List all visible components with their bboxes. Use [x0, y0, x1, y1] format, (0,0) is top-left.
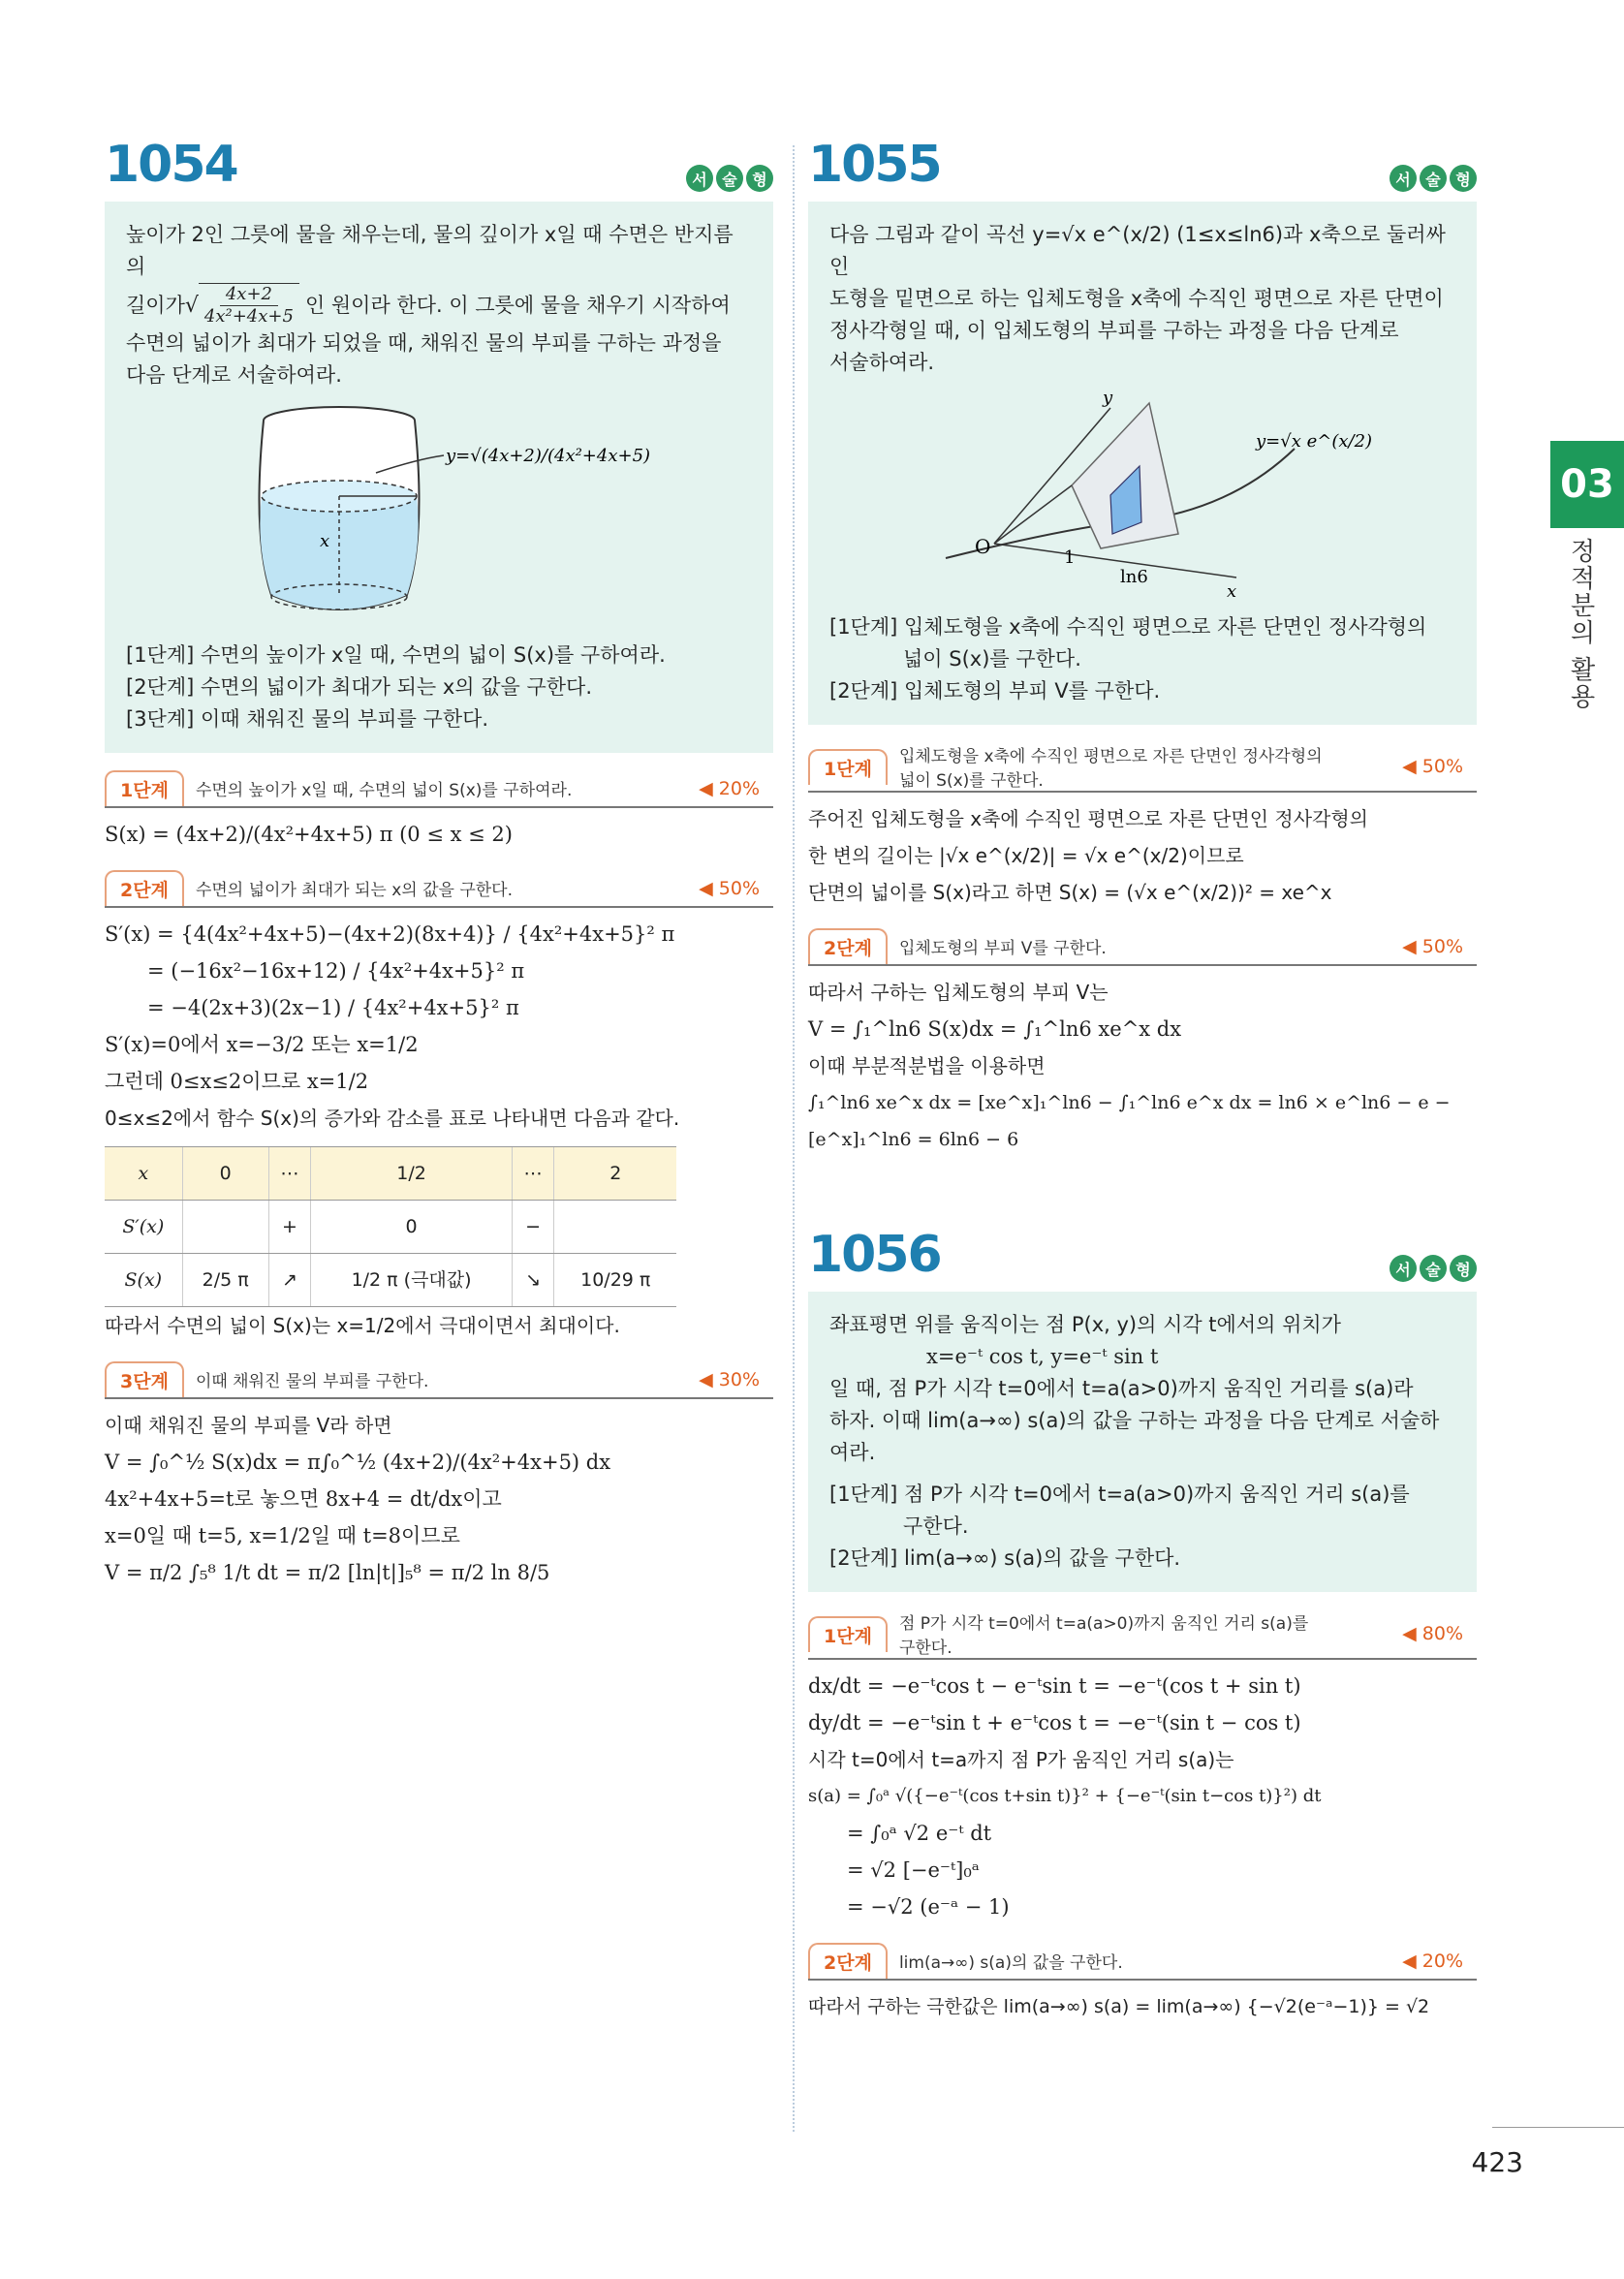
- badge-char: 술: [716, 165, 743, 192]
- step-item: 넓이 S(x)를 구한다.: [903, 647, 1081, 671]
- badge-char: 형: [746, 165, 773, 192]
- answer-line: = √2 [−e⁻ᵗ]₀ᵃ: [847, 1858, 980, 1882]
- step-tag: 2단계: [808, 1943, 888, 1979]
- answer-line: ∫₁^ln6 xe^x dx = [xe^x]₁^ln6 − ∫₁^ln6 e^x dx = ln6 × e^ln6 − e − [e^x]₁^ln6 = 6ln6 − 6: [808, 1092, 1451, 1150]
- answer-line: 주어진 입체도형을 x축에 수직인 평면으로 자른 단면인 정사각형의: [808, 807, 1368, 830]
- answer-line: 따라서 구하는 극한값은 lim(a→∞) s(a) = lim(a→∞) {−√2(e⁻ᵃ−1)} = √2: [808, 1996, 1430, 2017]
- table-cell: ⋯: [268, 1147, 311, 1201]
- table-cell: x: [105, 1147, 182, 1201]
- descriptive-badge: [686, 165, 773, 192]
- problem-number: 1056: [808, 1226, 941, 1284]
- question-line: 도형을 밑면으로 하는 입체도형을 x축에 수직인 평면으로 자른 단면이: [829, 287, 1444, 310]
- step-header-1: [105, 770, 773, 808]
- question-line: 높이가 2인 그릇에 물을 채우는데, 물의 깊이가 x일 때 수면은 반지름의: [126, 223, 734, 278]
- answer-line: 따라서 수면의 넓이 S(x)는 x=1/2에서 극대이면서 최대이다.: [105, 1314, 620, 1337]
- chapter-title: 정적분의 활용: [1566, 538, 1595, 711]
- badge-char: 형: [1450, 165, 1477, 192]
- table-cell: S′(x): [105, 1201, 182, 1254]
- step-desc: [899, 742, 1402, 791]
- answer-line: 4x²+4x+5=t로 놓으면 8x+4 = dt/dx이고: [105, 1487, 502, 1511]
- answer-line: V = ∫₁^ln6 S(x)dx = ∫₁^ln6 xe^x dx: [808, 1017, 1182, 1041]
- step-desc-line: 입체도형을 x축에 수직인 평면으로 자른 단면인 정사각형의: [898, 747, 1323, 766]
- answer-1: [808, 800, 1477, 911]
- table-cell: [182, 1201, 268, 1254]
- step-tag: 1단계: [808, 1616, 888, 1652]
- answer-line: V = ∫₀^½ S(x)dx = π∫₀^½ (4x+2)/(4x²+4x+5) dx: [105, 1451, 611, 1474]
- answer-line: S′(x)=0에서 x=−3/2 또는 x=1/2: [105, 1033, 419, 1056]
- step-tag: 1단계: [105, 770, 184, 806]
- page-number: 423: [1471, 2146, 1523, 2178]
- step-desc: lim(a→∞) s(a)의 값을 구한다.: [898, 1953, 1123, 1973]
- answer-line: 시각 t=0에서 t=a까지 점 P가 움직인 거리 s(a)는: [808, 1748, 1234, 1771]
- solid-diagram: [829, 379, 1450, 602]
- table-cell: S(x): [105, 1254, 182, 1307]
- fig-one: 1: [1064, 547, 1076, 568]
- badge-char: 술: [1420, 1255, 1447, 1282]
- table-cell: [554, 1201, 676, 1254]
- answer-2: [105, 916, 773, 1344]
- answer-line: 한 변의 길이는 |√x e^(x/2)| = √x e^(x/2)이므로: [808, 844, 1244, 867]
- step-desc-line: 점 P가 시각 t=0에서 t=a(a>0)까지 움직인 거리 s(a)를: [898, 1614, 1309, 1634]
- fig-ln6: ln6: [1120, 567, 1148, 587]
- table-cell: 0: [182, 1147, 268, 1201]
- question-line: 다음 그림과 같이 곡선 y=√x e^(x/2) (1≤x≤ln6)과 x축으로 둘러싸인: [829, 223, 1446, 278]
- table-cell: 2/5 π: [182, 1254, 268, 1307]
- step-header-3: [105, 1361, 773, 1399]
- step-tag: 2단계: [808, 928, 888, 964]
- step-item: [3단계] 이때 채워진 물의 부피를 구한다.: [126, 707, 489, 731]
- footer-rule: [1492, 2127, 1624, 2128]
- table-cell: 0: [311, 1201, 512, 1254]
- step-list: [829, 611, 1455, 707]
- answer-line: V = π/2 ∫₅⁸ 1/t dt = π/2 [ln|t|]₅⁸ = π/2 ln 8/5: [105, 1561, 550, 1584]
- question-line: 하자. 이때 lim(a→∞) s(a)의 값을 구하는 과정을 다음 단계로 서술하여라.: [829, 1409, 1440, 1464]
- question-line: x=e⁻ᵗ cos t, y=e⁻ᵗ sin t: [926, 1345, 1159, 1368]
- step-item: [2단계] 입체도형의 부피 V를 구한다.: [829, 679, 1161, 702]
- step-desc-line: 구한다.: [898, 1639, 953, 1658]
- step-tag: 2단계: [105, 870, 184, 906]
- step-list: [126, 640, 752, 735]
- table-cell: +: [268, 1201, 311, 1254]
- answer-line: 이때 채워진 물의 부피를 V라 하면: [105, 1414, 392, 1437]
- step-percent: ◀ 50%: [699, 877, 760, 899]
- answer-line: = (−16x²−16x+12) / {4x²+4x+5}² π: [147, 959, 525, 983]
- fig-curve-label: y=√x e^(x/2): [1256, 431, 1373, 452]
- descriptive-badge: [1390, 165, 1477, 192]
- question-line: 정사각형일 때, 이 입체도형의 부피를 구하는 과정을 다음 단계로: [829, 319, 1399, 342]
- table-cell: 1/2 π (극대값): [311, 1254, 512, 1307]
- step-desc: 이때 채워진 물의 부피를 구한다.: [195, 1372, 429, 1391]
- badge-char: 형: [1450, 1255, 1477, 1282]
- step-list: [829, 1479, 1455, 1575]
- answer-line: = −4(2x+3)(2x−1) / {4x²+4x+5}² π: [147, 996, 519, 1019]
- answer-line: = ∫₀ᵃ √2 e⁻ᵗ dt: [847, 1822, 992, 1845]
- answer-line: 그런데 0≤x≤2이므로 x=1/2: [105, 1070, 369, 1093]
- table-cell: ↘: [512, 1254, 554, 1307]
- problem-number: 1054: [105, 136, 237, 194]
- fig-curve-label: y=√(4x+2)/(4x²+4x+5): [446, 446, 651, 466]
- answer-line: x=0일 때 t=5, x=1/2일 때 t=8이므로: [105, 1524, 460, 1547]
- fraction-numerator: 4x+2: [220, 284, 278, 306]
- fig-y: y: [1103, 388, 1113, 408]
- question-box: [808, 1292, 1477, 1592]
- fraction: [199, 283, 299, 328]
- step-percent: ◀ 20%: [699, 777, 760, 799]
- step-item: [1단계] 점 P가 시각 t=0에서 t=a(a>0)까지 움직인 거리 s(a)를: [829, 1483, 1410, 1506]
- answer-line: dx/dt = −e⁻ᵗcos t − e⁻ᵗsin t = −e⁻ᵗ(cos t + sin t): [808, 1674, 1301, 1698]
- text: 인 원이라 한다. 이 그릇에 물을 채우기 시작하여: [304, 293, 731, 317]
- table-cell: −: [512, 1201, 554, 1254]
- problem-1054: [105, 136, 773, 1591]
- answer-line: 단면의 넓이를 S(x)라고 하면 S(x) = (√x e^(x/2))² = xe^x: [808, 881, 1332, 904]
- answer-1: [808, 1668, 1477, 1925]
- problem-1056: [808, 1226, 1477, 1284]
- answer-1: [105, 816, 773, 853]
- answer-line: 0≤x≤2에서 함수 S(x)의 증가와 감소를 표로 나타내면 다음과 같다.: [105, 1107, 680, 1130]
- answer-line: dy/dt = −e⁻ᵗsin t + e⁻ᵗcos t = −e⁻ᵗ(sin t − cos t): [808, 1711, 1301, 1734]
- step-item: 구한다.: [903, 1514, 969, 1538]
- answer-3: [105, 1407, 773, 1591]
- question-line: 길이가 √ $\frac{4x+2}{\text{4x²+4x+5}}$ 인 원이라 한다. 이 그릇에 물을 채우기 시작하여: [126, 284, 731, 327]
- fraction-denominator: 4x²+4x+5: [203, 306, 294, 327]
- fig-x: x: [1227, 581, 1237, 602]
- answer-line: = −√2 (e⁻ᵃ − 1): [847, 1895, 1010, 1919]
- question-line: 수면의 넓이가 최대가 되었을 때, 채워진 물의 부피를 구하는 과정을: [126, 331, 722, 355]
- descriptive-badge: [1390, 1255, 1477, 1282]
- step-item: [2단계] 수면의 넓이가 최대가 되는 x의 값을 구한다.: [126, 675, 593, 699]
- variation-table: [105, 1146, 676, 1307]
- table-cell: ↗: [268, 1254, 311, 1307]
- step-percent: ◀ 50%: [1402, 935, 1463, 957]
- question-line: 서술하여라.: [829, 351, 935, 374]
- step-desc: 수면의 넓이가 최대가 되는 x의 값을 구한다.: [195, 881, 513, 900]
- step-header-1: [808, 742, 1477, 793]
- table-cell: 10/29 π: [554, 1254, 676, 1307]
- badge-char: 서: [686, 165, 713, 192]
- step-header-2: [808, 1943, 1477, 1981]
- question-box: [105, 202, 773, 753]
- answer-line: 이때 부분적분법을 이용하면: [808, 1054, 1046, 1077]
- step-percent: ◀ 80%: [1402, 1623, 1463, 1644]
- answer-line: s(a) = ∫₀ᵃ √({−e⁻ᵗ(cos t+sin t)}² + {−e⁻ᵗ(sin t−cos t)}²) dt: [808, 1786, 1322, 1806]
- answer-2: [808, 1988, 1477, 2025]
- step-percent: ◀ 30%: [699, 1368, 760, 1390]
- table-cell: ⋯: [512, 1147, 554, 1201]
- step-item: [1단계] 수면의 높이가 x일 때, 수면의 넓이 S(x)를 구하여라.: [126, 643, 666, 667]
- badge-char: 술: [1420, 165, 1447, 192]
- step-percent: ◀ 50%: [1402, 756, 1463, 777]
- step-percent: ◀ 20%: [1402, 1950, 1463, 1972]
- step-desc-line: 넓이 S(x)를 구한다.: [898, 771, 1044, 791]
- column-divider: [793, 145, 795, 2132]
- step-tag: 1단계: [808, 749, 888, 785]
- answer-line: S(x) = (4x+2)/(4x²+4x+5) π (0 ≤ x ≤ 2): [105, 823, 513, 846]
- badge-char: 서: [1390, 165, 1417, 192]
- question-line: 일 때, 점 P가 시각 t=0에서 t=a(a>0)까지 움직인 거리를 s(a)라: [829, 1377, 1414, 1400]
- table-cell: 2: [554, 1147, 676, 1201]
- step-desc: 수면의 높이가 x일 때, 수면의 넓이 S(x)를 구하여라.: [195, 781, 573, 800]
- text: 길이가: [126, 293, 185, 317]
- question-line: 다음 단계로 서술하여라.: [126, 363, 342, 387]
- question-line: 좌표평면 위를 움직이는 점 P(x, y)의 시각 t에서의 위치가: [829, 1313, 1341, 1336]
- answer-line: S′(x) = {4(4x²+4x+5)−(4x+2)(8x+4)} / {4x²+4x+5}² π: [105, 922, 675, 946]
- bowl-diagram: [126, 391, 746, 634]
- step-tag: 3단계: [105, 1361, 184, 1397]
- fig-x-label: x: [320, 531, 330, 551]
- step-desc: 입체도형의 부피 V를 구한다.: [898, 939, 1107, 958]
- badge-char: 서: [1390, 1255, 1417, 1282]
- bowl-figure: [126, 391, 752, 634]
- step-item: [2단계] lim(a→∞) s(a)의 값을 구한다.: [829, 1546, 1181, 1570]
- step-header-1: [808, 1609, 1477, 1660]
- answer-line: 따라서 구하는 입체도형의 부피 V는: [808, 981, 1109, 1004]
- chapter-tab: 03: [1550, 441, 1624, 528]
- step-item: [1단계] 입체도형을 x축에 수직인 평면으로 자른 단면인 정사각형의: [829, 615, 1427, 639]
- problem-1055: [808, 136, 1477, 2025]
- step-header-2: [808, 928, 1477, 966]
- step-desc: [899, 1609, 1402, 1658]
- question-box: [808, 202, 1477, 725]
- fig-origin: O: [975, 535, 991, 558]
- answer-2: [808, 974, 1477, 1158]
- table-cell: 1/2: [311, 1147, 512, 1201]
- step-header-2: [105, 870, 773, 908]
- problem-number: 1055: [808, 136, 941, 194]
